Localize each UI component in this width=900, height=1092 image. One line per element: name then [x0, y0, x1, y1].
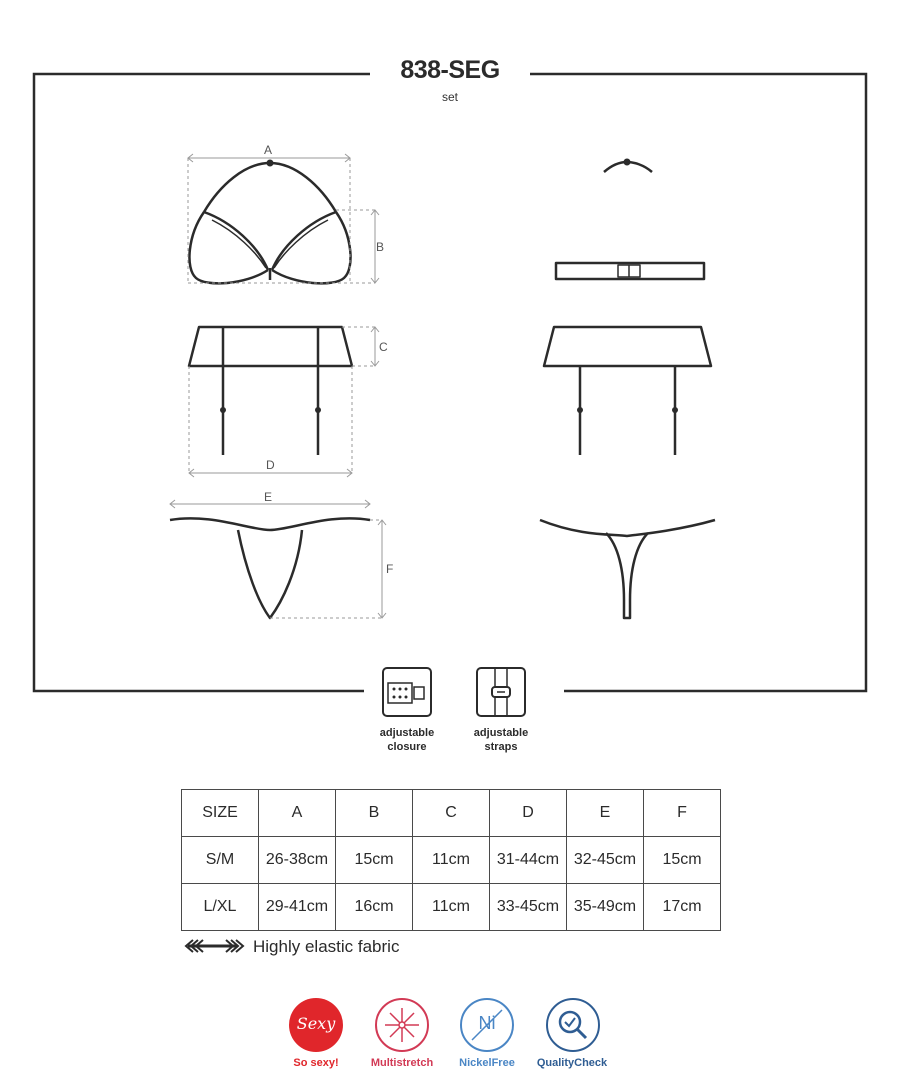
table-cell: 26-38cm: [259, 837, 336, 884]
dimension-label-a: A: [264, 143, 273, 157]
table-header-cell: SIZE: [182, 790, 259, 837]
table-cell: 15cm: [644, 837, 721, 884]
badge-label-qualitycheck: QualityCheck: [536, 1057, 608, 1069]
thong-back-drawing: [540, 520, 715, 618]
nickelfree-icon: [460, 998, 514, 1052]
multistretch-icon: [375, 998, 429, 1052]
frame-border: [34, 74, 866, 691]
magnifier-check-graphic: [548, 1000, 598, 1050]
table-cell: L/XL: [182, 884, 259, 931]
adjustable-straps-icon: [476, 667, 526, 717]
feature-closure-line2: closure: [387, 741, 427, 753]
table-cell: 32-45cm: [567, 837, 644, 884]
bra-back-drawing: [556, 162, 704, 279]
table-cell: 11cm: [413, 837, 490, 884]
feature-closure-line1: adjustable: [379, 727, 435, 739]
table-header-cell: A: [259, 790, 336, 837]
sexy-badge-text: Sexy: [296, 1014, 336, 1033]
feature-straps-line2: straps: [484, 741, 518, 753]
table-header-cell: D: [490, 790, 567, 837]
table-header-row: [182, 790, 721, 837]
table-cell: 33-45cm: [490, 884, 567, 931]
table-cell: 35-49cm: [567, 884, 644, 931]
table-header-cell: B: [336, 790, 413, 837]
table-header-cell: F: [644, 790, 721, 837]
double-arrow-icon: [186, 940, 243, 952]
nickelfree-badge-text: Ni: [478, 1013, 496, 1033]
garter-belt-back-drawing: [544, 327, 711, 455]
feature-straps-line1: adjustable: [473, 727, 529, 739]
table-cell: 15cm: [336, 837, 413, 884]
badge-label-nickelfree: NickelFree: [459, 1057, 515, 1069]
product-type: set: [441, 90, 458, 104]
elastic-fabric-note: Highly elastic fabric: [253, 937, 400, 956]
table-cell: 29-41cm: [259, 884, 336, 931]
badge-label-multistretch: Multistretch: [370, 1057, 434, 1069]
qualitycheck-icon: [546, 998, 600, 1052]
table-header-cell: E: [567, 790, 644, 837]
table-cell: 16cm: [336, 884, 413, 931]
dimension-label-b: B: [376, 240, 385, 254]
adjustable-closure-icon: [382, 667, 432, 717]
table-row: [182, 837, 721, 884]
sexy-icon: [289, 998, 343, 1052]
size-table: [181, 789, 721, 931]
product-code: 838-SEG: [400, 56, 500, 84]
dimension-label-d: D: [266, 458, 275, 472]
table-row: [182, 884, 721, 931]
table-header-cell: C: [413, 790, 490, 837]
feature-label-straps: [446, 726, 556, 754]
bra-front-drawing: [189, 163, 350, 283]
dimension-label-e: E: [264, 490, 273, 504]
garter-belt-front-drawing: [189, 327, 352, 455]
multistretch-arrows: [377, 1000, 427, 1050]
dimension-label-f: F: [386, 562, 394, 576]
dimension-lines-middle: [189, 327, 379, 477]
badge-label-sexy: So sexy!: [293, 1057, 339, 1069]
table-cell: 11cm: [413, 884, 490, 931]
table-cell: 31-44cm: [490, 837, 567, 884]
table-cell: 17cm: [644, 884, 721, 931]
thong-front-drawing: [170, 518, 370, 618]
dimension-label-c: C: [379, 340, 388, 354]
table-cell: S/M: [182, 837, 259, 884]
